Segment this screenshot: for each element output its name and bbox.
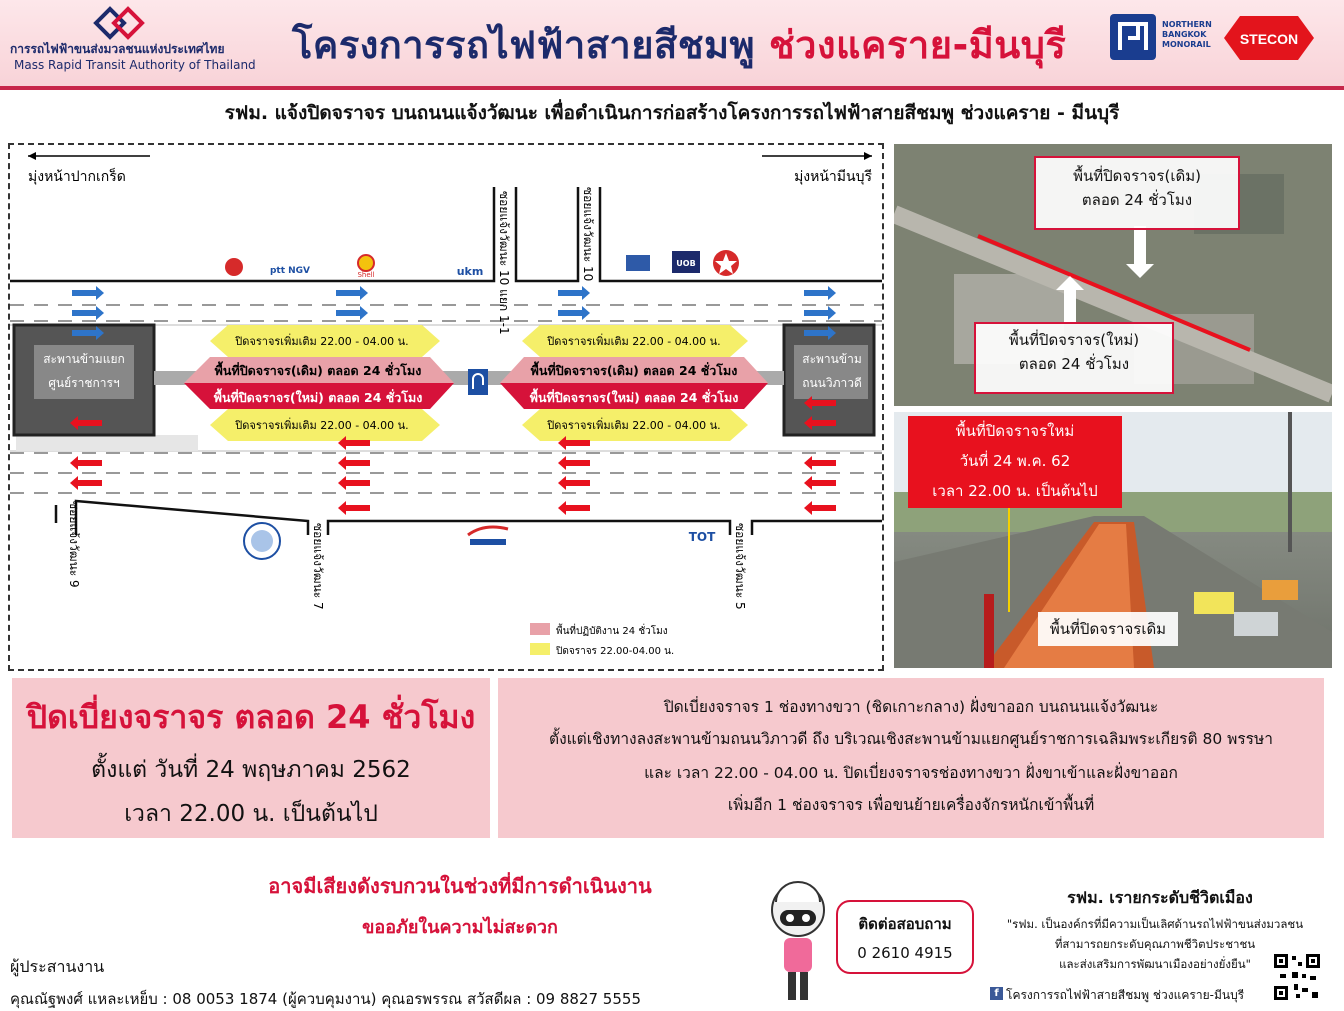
bridge-right-label-2: ถนนวิภาวดี — [802, 376, 862, 390]
stecon-logo-icon — [1222, 14, 1316, 62]
qr-code-icon[interactable] — [1272, 952, 1322, 1002]
street-photo — [894, 412, 1332, 668]
contact-phone: 0 2610 4915 — [857, 944, 953, 962]
soi-bottom-3-label: ซอยแจ้งวัฒนะ 5 — [733, 523, 747, 610]
page-title — [292, 14, 1066, 75]
bridge-right-label-1: สะพานข้าม — [802, 352, 862, 366]
extra-closure-label-4: ปิดจราจรเพิ่มเติม 22.00 - 04.00 น. — [547, 419, 721, 432]
closure-summary-box — [12, 678, 490, 838]
red-arrow-icon — [558, 456, 590, 470]
bridge-left-label-1: สะพานข้ามแยก — [43, 352, 125, 366]
blue-arrow-icon — [336, 306, 368, 320]
closure-detail-box — [498, 678, 1324, 838]
zone-new-label-left: พื้นที่ปิดจราจร(ใหม่) ตลอด 24 ชั่วโมง — [213, 390, 423, 405]
coordinator-label: ผู้ประสานงาน — [10, 957, 105, 976]
street-callout-old: พื้นที่ปิดจราจรเดิม — [1038, 612, 1178, 646]
hatched-area — [16, 435, 198, 451]
vision-quote: "รฟม. เป็นองค์กรที่มีความเป็นเลิศด้านรถไฟฟ้าขนส่งมวลชน ที่สามารถยกระดับคุณภาพชีวิตประชาชน และส่งเสริมการพัฒนาเมืองอย่างยั่งยืน" — [1006, 917, 1304, 971]
blue-arrow-icon — [558, 306, 590, 320]
contact-bubble — [836, 900, 974, 974]
blue-arrow-icon — [558, 286, 590, 300]
taxi-icon — [1194, 592, 1234, 614]
ptt-ngv-logo: ptt NGV — [269, 266, 311, 276]
red-arrow-icon — [804, 476, 836, 490]
mrta-logo-icon — [92, 6, 148, 40]
soi-top-1-label: ซอยแจ้งวัฒนะ 10 แยก 1-1 — [497, 191, 511, 335]
extra-closure-label-2: ปิดจราจรเพิ่มเติม 22.00 - 04.00 น. — [235, 419, 409, 432]
contact-persons: คุณณัฐพงศ์ แหละเหย็บ : 08 0053 1874 (ผู้ควบคุมงาน) คุณอรพรรณ สวัสดีผล : 09 8827 5555 — [10, 990, 641, 1008]
detail-line-2: ตั้งแต่เชิงทางลงสะพานข้ามถนนวิภาวดี ถึง บริเวณเชิงสะพานข้ามแยกศูนย์ราชการเฉลิมพระเกียรติ 80 พรรษา — [549, 730, 1273, 748]
org-name-thai: การรถไฟฟ้าขนส่งมวลชนแห่งประเทศไทย — [10, 42, 225, 56]
blue-arrow-icon — [804, 286, 836, 300]
station-logo-icon — [626, 255, 650, 271]
legend-night-swatch — [530, 643, 550, 655]
detail-line-1: ปิดเบี่ยงจราจร 1 ช่องทางขวา (ชิดเกาะกลาง) ฝั่งขาออก บนถนนแจ้งวัฒนะ — [663, 698, 1159, 716]
title-segment: ช่วงแคราย-มีนบุรี — [768, 23, 1067, 67]
nbm-logo-icon — [1110, 14, 1156, 60]
legend-24h-label: พื้นที่ปฏิบัติงาน 24 ชั่วโมง — [556, 626, 668, 637]
blue-arrow-icon — [336, 286, 368, 300]
red-arrow-icon — [804, 456, 836, 470]
red-arrow-icon — [338, 456, 370, 470]
map-callout-old: พื้นที่ปิดจราจร(เดิม) ตลอด 24 ชั่วโมง — [1034, 156, 1240, 230]
noise-warning: อาจมีเสียงดังรบกวนในช่วงที่มีการดำเนินงาน — [268, 874, 652, 898]
blue-arrow-icon — [72, 286, 104, 300]
bridge-left-label-2: ศูนย์ราชการฯ — [48, 376, 120, 390]
uob-logo-text: UOB — [676, 259, 696, 268]
detail-line-4: เพิ่มอีก 1 ช่องจราจร เพื่อขนย้ายเครื่องจักรหนักเข้าพื้นที่ — [727, 796, 1095, 814]
closure-time: เวลา 22.00 น. เป็นต้นไป — [124, 801, 378, 827]
extra-closure-label-1: ปิดจราจรเพิ่มเติม 22.00 - 04.00 น. — [235, 335, 409, 348]
org-name-english: Mass Rapid Transit Authority of Thailand — [14, 58, 256, 72]
red-arrow-icon — [70, 476, 102, 490]
thai-post-logo-icon — [468, 527, 508, 535]
apology-text: ขออภัยในความไม่สะดวก — [362, 917, 558, 938]
shell-logo-text: Shell — [357, 271, 375, 279]
detail-line-3: และ เวลา 22.00 - 04.00 น. ปิดเบี่ยงจราจรช่องทางขวา ฝั่งขาเข้าและฝั่งขาออก — [644, 764, 1178, 782]
red-arrow-icon — [338, 476, 370, 490]
nbm-logo-text: NORTHERN BANGKOK MONORAIL — [1162, 20, 1212, 49]
title-main: โครงการรถไฟฟ้าสายสีชมพู — [292, 23, 756, 67]
red-arrow-icon — [804, 501, 836, 515]
zone-old-label-left: พื้นที่ปิดจราจร(เดิม) ตลอด 24 ชั่วโมง — [214, 363, 422, 378]
slogan: รฟม. เรายกระดับชีวิตเมือง — [1067, 888, 1253, 907]
red-arrow-icon — [70, 456, 102, 470]
shell-logo-icon — [358, 255, 374, 271]
header-banner — [0, 0, 1344, 90]
landmark-logo-1-icon — [225, 258, 243, 276]
facebook-icon: f — [990, 987, 1003, 1000]
closure-date: ตั้งแต่ วันที่ 24 พฤษภาคม 2562 — [91, 757, 411, 783]
tot-logo: TOT — [688, 530, 716, 544]
red-arrow-icon — [338, 501, 370, 515]
closure-title: ปิดเบี่ยงจราจร ตลอด 24 ชั่วโมง — [26, 698, 476, 736]
road-top-edge — [10, 187, 882, 281]
extra-closure-label-3: ปิดจราจรเพิ่มเติม 22.00 - 04.00 น. — [547, 335, 721, 348]
mascot-icon — [758, 880, 838, 1008]
road-closure-diagram — [8, 143, 884, 671]
soi-bottom-2-label: ซอยแจ้งวัฒนะ 7 — [311, 523, 325, 610]
zone-old-label-right: พื้นที่ปิดจราจร(เดิม) ตลอด 24 ชั่วโมง — [530, 363, 738, 378]
u-turn-sign-icon — [468, 369, 488, 395]
red-arrow-icon — [558, 501, 590, 515]
soi-bottom-1-label: ซอยแจ้งวัฒนะ 9 — [67, 501, 81, 588]
direction-left-label: มุ่งหน้าปากเกร็ด — [28, 169, 126, 185]
road-diagram-svg — [10, 145, 882, 669]
announcement-subtitle: รฟม. แจ้งปิดจราจร บนถนนแจ้งวัฒนะ เพื่อดำเนินการก่อสร้างโครงการรถไฟฟ้าสายสีชมพู ช่วงแคราย - มีนบุรี — [224, 102, 1120, 124]
map-callout-new: พื้นที่ปิดจราจร(ใหม่) ตลอด 24 ชั่วโมง — [974, 322, 1174, 394]
direction-right-label: มุ่งหน้ามีนบุรี — [794, 169, 872, 185]
ukm-logo: ukm — [456, 265, 484, 278]
facebook-page-link[interactable]: โครงการรถไฟฟ้าสายสีชมพู ช่วงแคราย-มีนบุรี — [1006, 988, 1245, 1002]
contact-title: ติดต่อสอบถาม — [858, 915, 952, 933]
blue-arrow-icon — [72, 306, 104, 320]
street-callout-new: พื้นที่ปิดจราจรใหม่ วันที่ 24 พ.ค. 62 เวลา 22.00 น. เป็นต้นไป — [908, 416, 1122, 508]
red-arrow-icon — [558, 476, 590, 490]
legend-night-label: ปิดจราจร 22.00-04.00 น. — [556, 646, 675, 657]
pointer-line — [1008, 508, 1010, 612]
aerial-map-photo — [894, 144, 1332, 406]
soi-top-2-label: ซอยแจ้งวัฒนะ 10 — [581, 187, 595, 282]
zone-new-label-right: พื้นที่ปิดจราจร(ใหม่) ตลอด 24 ชั่วโมง — [529, 390, 739, 405]
legend-24h-swatch — [530, 623, 550, 635]
road-bottom-edge — [56, 501, 882, 535]
svg-text:STECON: STECON — [1239, 31, 1299, 47]
blue-arrow-icon — [804, 306, 836, 320]
